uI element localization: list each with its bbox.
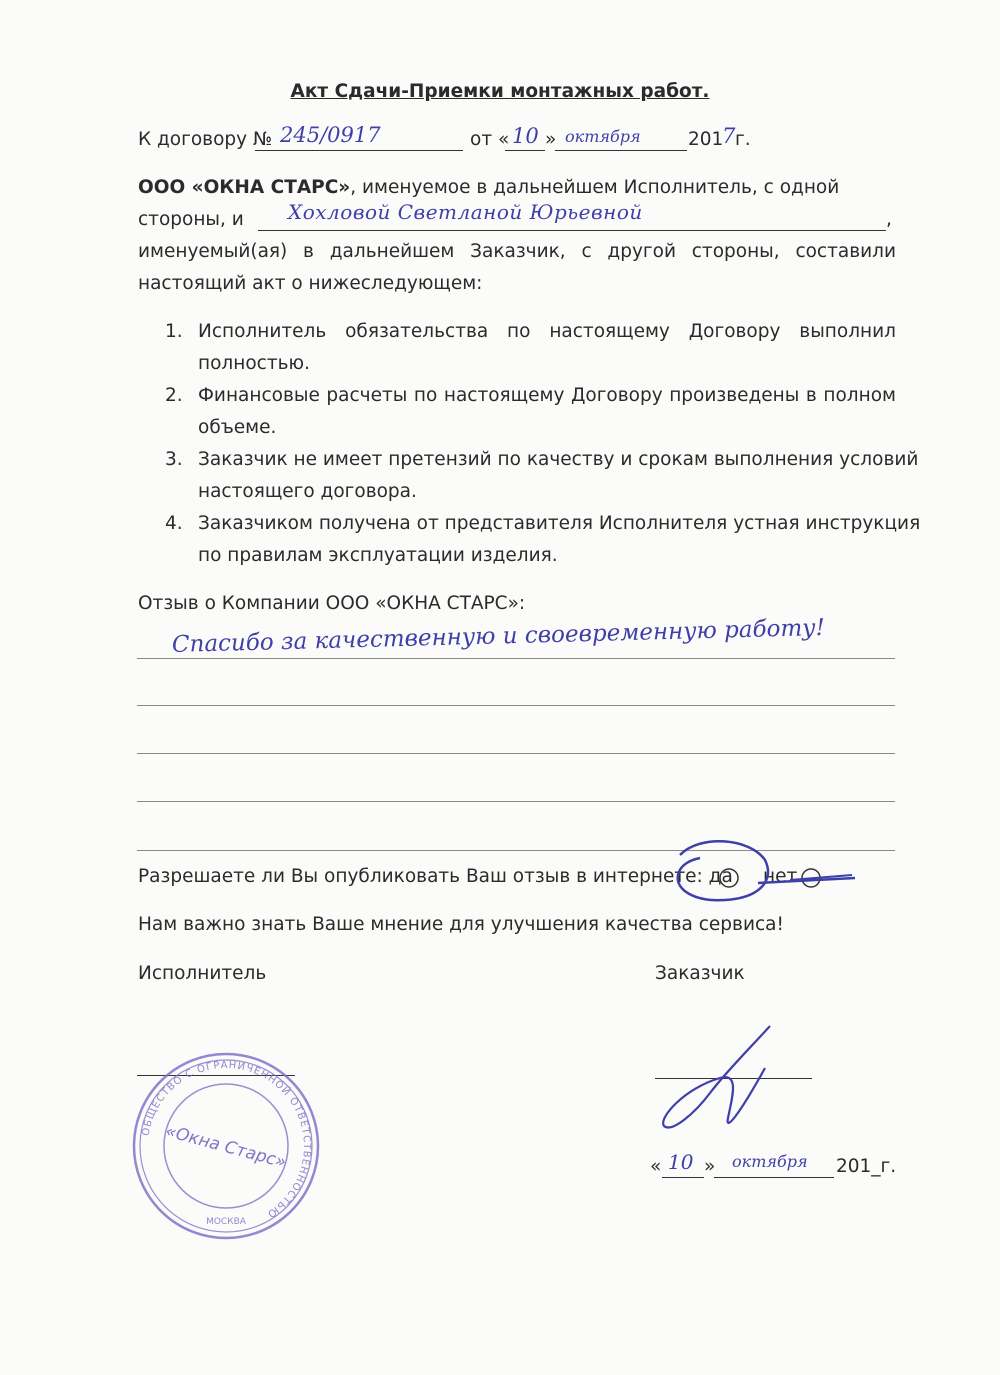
intro-line-1-rest: , именуемое в дальнейшем Исполнитель, с одной xyxy=(350,177,840,198)
contract-day-handwritten: 10 xyxy=(512,124,539,148)
bottom-date-year: 201_г. xyxy=(836,1156,897,1177)
bottom-date-month-handwritten: октября xyxy=(732,1152,808,1171)
list-item-number: 3. xyxy=(165,449,183,470)
review-line xyxy=(137,705,895,706)
bottom-date-day-underline xyxy=(662,1177,704,1178)
list-item-line: настоящего договора. xyxy=(198,481,417,502)
list-item-line: Заказчиком получена от представителя Исполнителя устная инструкция xyxy=(198,513,921,534)
stamp-ring-text: ОБЩЕСТВО С ОГРАНИЧЕННОЙ ОТВЕТСТВЕННОСТЬЮ xyxy=(140,1059,313,1220)
customer-name-underline xyxy=(258,230,886,231)
customer-signature xyxy=(650,1018,800,1148)
stamp-city: МОСКВА xyxy=(206,1217,246,1227)
publish-no-label: нет xyxy=(763,866,798,887)
list-item-number: 2. xyxy=(165,385,183,406)
document-title: Акт Сдачи-Приемки монтажных работ. xyxy=(290,81,710,102)
contract-number-underline xyxy=(255,150,463,151)
bottom-date-day-handwritten: 10 xyxy=(668,1150,694,1174)
company-name: ООО «ОКНА СТАРС» xyxy=(138,177,351,198)
intro-line-1 xyxy=(138,176,896,200)
contract-year-prefix: 201 xyxy=(688,129,724,150)
intro-line-2-prefix: стороны, и xyxy=(138,209,244,230)
publish-question: Разрешаете ли Вы опубликовать Ваш отзыв в интернете: да xyxy=(138,866,733,887)
list-item-line: Заказчик не имеет претензий по качеству и срокам выполнения условий xyxy=(198,449,919,470)
list-item-line: Финансовые расчеты по настоящему Договору произведены в полном xyxy=(198,385,896,406)
contract-month-underline xyxy=(555,150,687,151)
contract-from-label: от « xyxy=(470,129,510,150)
intro-line-4: настоящий акт о нижеследующем: xyxy=(138,273,483,294)
yes-circled-ink-mark xyxy=(640,820,880,910)
customer-label: Заказчик xyxy=(655,963,745,984)
bottom-date-open-quote: « xyxy=(650,1156,662,1177)
intro-line-3: именуемый(ая) в дальнейшем Заказчик, с другой стороны, составили xyxy=(138,241,896,262)
bottom-date-month-underline xyxy=(714,1177,834,1178)
review-line xyxy=(137,658,895,659)
list-item-line: Исполнитель обязательства по настоящему Договору выполнил xyxy=(198,321,896,342)
company-stamp xyxy=(128,1048,324,1244)
contract-year-suffix: г. xyxy=(735,129,751,150)
list-item-line: по правилам эксплуатации изделия. xyxy=(198,545,558,566)
contract-prefix: К договору № xyxy=(138,129,273,150)
service-note: Нам важно знать Ваше мнение для улучшения качества сервиса! xyxy=(138,914,784,935)
contract-year-handwritten: 7 xyxy=(722,124,736,148)
customer-name-handwritten: Хохловой Светланой Юрьевной xyxy=(288,200,643,224)
contract-day-underline xyxy=(505,150,545,151)
contract-number-handwritten: 245/0917 xyxy=(280,123,381,147)
bottom-date-close-quote: » xyxy=(704,1156,716,1177)
review-label: Отзыв о Компании ООО «ОКНА СТАРС»: xyxy=(138,593,526,614)
review-line xyxy=(137,801,895,802)
contract-close-quote: » xyxy=(545,129,557,150)
review-handwritten: Спасибо за качественную и своевременную работу! xyxy=(171,614,826,658)
executor-label: Исполнитель xyxy=(138,963,267,984)
list-item-number: 4. xyxy=(165,513,183,534)
contract-month-handwritten: октября xyxy=(565,127,641,146)
review-line xyxy=(137,753,895,754)
stamp-center-text: «Окна Старс» xyxy=(163,1121,289,1173)
list-item-number: 1. xyxy=(165,321,183,342)
list-item-line: полностью. xyxy=(198,353,310,374)
intro-line-2-suffix: , xyxy=(886,209,892,230)
list-item-line: объеме. xyxy=(198,417,277,438)
